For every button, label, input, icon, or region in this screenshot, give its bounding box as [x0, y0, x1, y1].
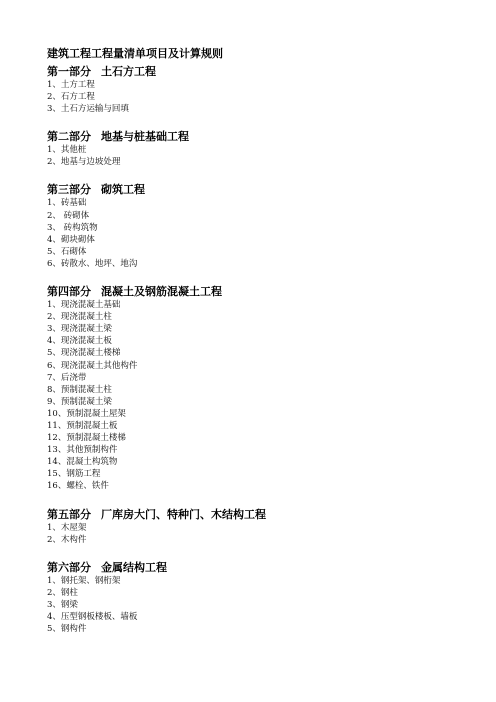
section-part-number: 第一部分 — [47, 65, 91, 78]
list-item: 3、 砖构筑物 — [47, 222, 98, 233]
list-item: 8、预制混凝土柱 — [47, 384, 112, 395]
list-item: 3、土石方运输与回填 — [47, 104, 129, 115]
document-title: 建筑工程工程量清单项目及计算规则 — [47, 47, 223, 60]
list-item: 6、现浇混凝土其他构件 — [47, 360, 138, 371]
list-item: 10、预制混凝土屋架 — [47, 408, 126, 419]
list-item: 2、地基与边坡处理 — [47, 157, 121, 168]
list-item: 2、现浇混凝土柱 — [47, 312, 112, 323]
list-item: 1、砖基础 — [47, 198, 87, 209]
list-item: 1、土方工程 — [47, 80, 95, 90]
list-item: 4、现浇混凝土板 — [47, 336, 112, 347]
section-concrete — [47, 285, 467, 493]
section-name: 金属结构工程 — [101, 560, 167, 574]
section-part-number: 第四部分 — [47, 285, 91, 299]
list-item: 9、预制混凝土梁 — [47, 396, 112, 407]
list-item: 5、现浇混凝土楼梯 — [47, 348, 121, 359]
list-item: 1、木屋架 — [47, 522, 87, 533]
list-item: 5、石砌体 — [47, 246, 87, 257]
list-item: 3、钢梁 — [47, 599, 78, 610]
document-page — [47, 47, 467, 635]
list-item: 2、木构件 — [47, 534, 87, 545]
section-part-number: 第二部分 — [47, 130, 91, 144]
section-name: 混凝土及钢筋混凝土工程 — [101, 285, 222, 299]
section-metal-structure — [47, 561, 467, 635]
section-name: 土石方工程 — [101, 65, 156, 78]
section-name: 厂库房大门、特种门、木结构工程 — [101, 507, 266, 521]
list-item: 4、砌块砌体 — [47, 234, 95, 245]
section-heading — [47, 508, 467, 522]
section-part-number: 第五部分 — [47, 507, 91, 521]
section-doors-wood — [47, 508, 467, 546]
list-item: 1、其他桩 — [47, 145, 87, 156]
section-part-number: 第三部分 — [47, 183, 91, 197]
list-item: 1、现浇混凝土基础 — [47, 300, 121, 311]
section-heading — [47, 130, 467, 144]
section-heading — [47, 65, 467, 79]
list-item: 3、现浇混凝土梁 — [47, 324, 112, 335]
section-name: 地基与桩基础工程 — [101, 130, 189, 144]
list-item: 1、钢托架、钢桁架 — [47, 575, 121, 586]
list-item: 14、混凝土构筑物 — [47, 457, 118, 468]
section-part-number: 第六部分 — [47, 560, 91, 574]
list-item: 15、钢筋工程 — [47, 469, 101, 480]
list-item: 13、其他预制构件 — [47, 445, 118, 456]
list-item: 16、螺栓、铁件 — [47, 481, 109, 492]
list-item: 12、预制混凝土楼梯 — [47, 433, 126, 444]
section-foundation — [47, 130, 467, 168]
section-name: 砌筑工程 — [101, 183, 145, 197]
list-item: 2、 砖砌体 — [47, 210, 90, 221]
list-item: 11、预制混凝土板 — [47, 420, 118, 431]
section-heading — [47, 561, 467, 575]
list-item: 7、后浇带 — [47, 372, 87, 383]
list-item: 6、砖散水、地坪、地沟 — [47, 258, 138, 269]
section-heading — [47, 183, 467, 197]
section-earthwork — [47, 65, 467, 115]
list-item: 5、钢构件 — [47, 624, 87, 635]
section-heading — [47, 285, 467, 299]
section-masonry — [47, 183, 467, 270]
list-item: 4、压型钢板楼板、墙板 — [47, 612, 138, 622]
list-item: 2、石方工程 — [47, 92, 95, 103]
list-item: 2、钢柱 — [47, 587, 78, 598]
